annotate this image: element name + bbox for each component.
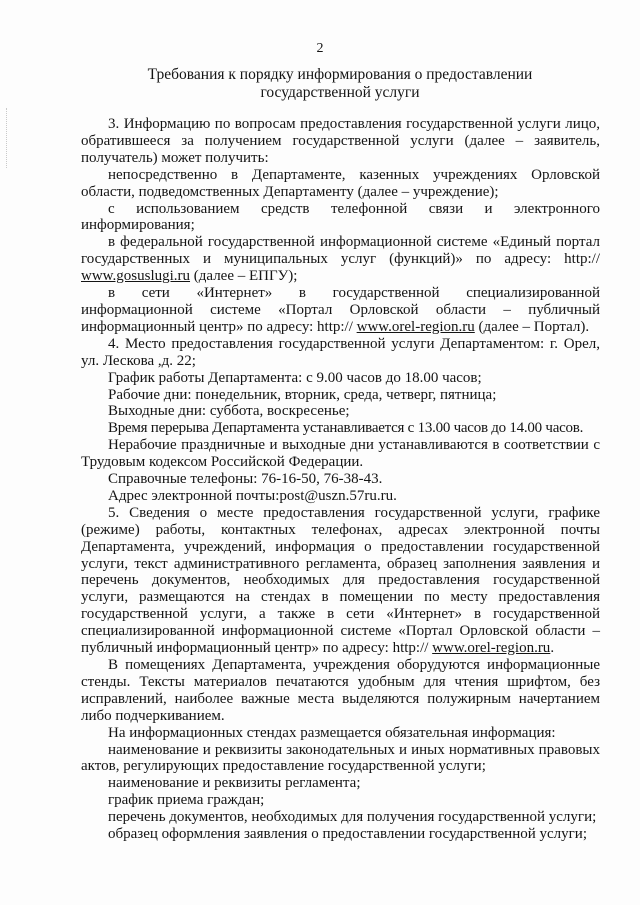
paragraph: перечень документов, необходимых для получения государственной услуги; (108, 809, 597, 826)
paragraph-text: в федеральной государственной информационной системе «Единый портал государственных и муниципальных услуг (функций)» по адресу: http:// (81, 234, 600, 268)
page-number: 2 (316, 41, 324, 56)
paragraph-text: . (550, 640, 555, 657)
paragraph: 4. Место предоставления государственной услуги Департаментом: г. Орел, ул. Лескова ,д. 22; (81, 335, 600, 369)
paragraph (81, 285, 600, 336)
paragraph (81, 505, 600, 657)
paragraph: Рабочие дни: понедельник, вторник, среда, четверг, пятница; (108, 386, 497, 403)
heading-line-2: государственной услуги (260, 84, 420, 101)
margin-mark (6, 108, 9, 168)
paragraph: 3. Информацию по вопросам предоставления государственной услуги лицо, обратившееся за получением государственной услуги (далее – заявитель, получатель) может получить: (81, 116, 600, 166)
paragraph: образец оформления заявления о предоставлении государственной услуги; (108, 826, 587, 843)
paragraph: Выходные дни: суббота, воскресенье; (108, 403, 350, 420)
paragraph-text: (далее – ЕПГУ); (190, 268, 298, 285)
section-heading (80, 66, 600, 102)
paragraph: Нерабочие праздничные и выходные дни устанавливаются в соответствии с Трудовым кодексом Российской Федерации. (81, 437, 600, 471)
paragraph: непосредственно в Департаменте, казенных учреждениях Орловской области, подведомственных Департаменту (далее – учреждение); (81, 166, 600, 200)
paragraph: с использованием средств телефонной связи и электронного информирования; (81, 200, 600, 234)
heading-line-1: Требования к порядку информирования о предоставлении (147, 66, 533, 83)
paragraph: В помещениях Департамента, учреждения оборудуются информационные стенды. Тексты материалов печатаются удобным для чтения шрифтом, без исправлений, наиболее важные места выделяются полужирным начертанием либо подчеркиванием. (81, 657, 600, 724)
paragraph-text: в сети «Интернет» в государственной специализированной информационной системе «Портал Орловской области – публичный информационный центр» по адресу: http:// (81, 285, 600, 335)
gosuslugi-link[interactable]: www.gosuslugi.ru (81, 268, 191, 285)
paragraph: Справочные телефоны: 76-16-50, 76-38-43. (108, 471, 383, 488)
paragraph-text: 5. Сведения о месте предоставления государственной услуги, графике (режиме) работы, контактных телефонах, адресах электронной почты Департамента, учреждений, информация о предоставлении государственной услуги, текст административного регламента, образец заполнения заявления и перечень документов, необходимых для предоставления государственной услуги, размещаются на стендах в помещении по месту предоставления государственной услуги, а также в сети «Интернет» в государственной специализированной информационной системе «Портал Орловской области – публичный информационный центр» по адресу: http:// (81, 504, 600, 657)
paragraph (81, 234, 600, 285)
paragraph: Время перерыва Департамента устанавливается с 13.00 часов до 14.00 часов. (108, 420, 584, 437)
paragraph: На информационных стендах размещается обязательная информация: (108, 724, 556, 741)
orel-region-link[interactable]: www.orel-region.ru (432, 640, 551, 657)
paragraph-text: (далее – Портал). (474, 318, 590, 335)
orel-region-link[interactable]: www.orel-region.ru (356, 318, 475, 335)
paragraph: График работы Департамента: с 9.00 часов до 18.00 часов; (108, 369, 482, 386)
paragraph: график приема граждан; (108, 792, 265, 809)
paragraph: Адрес электронной почты:post@uszn.57ru.ru. (108, 487, 397, 504)
paragraph: наименование и реквизиты законодательных и иных нормативных правовых актов, регулирующих предоставление государственной услуги; (81, 741, 600, 775)
paragraph: наименование и реквизиты регламента; (108, 775, 361, 792)
document-body (81, 116, 600, 843)
